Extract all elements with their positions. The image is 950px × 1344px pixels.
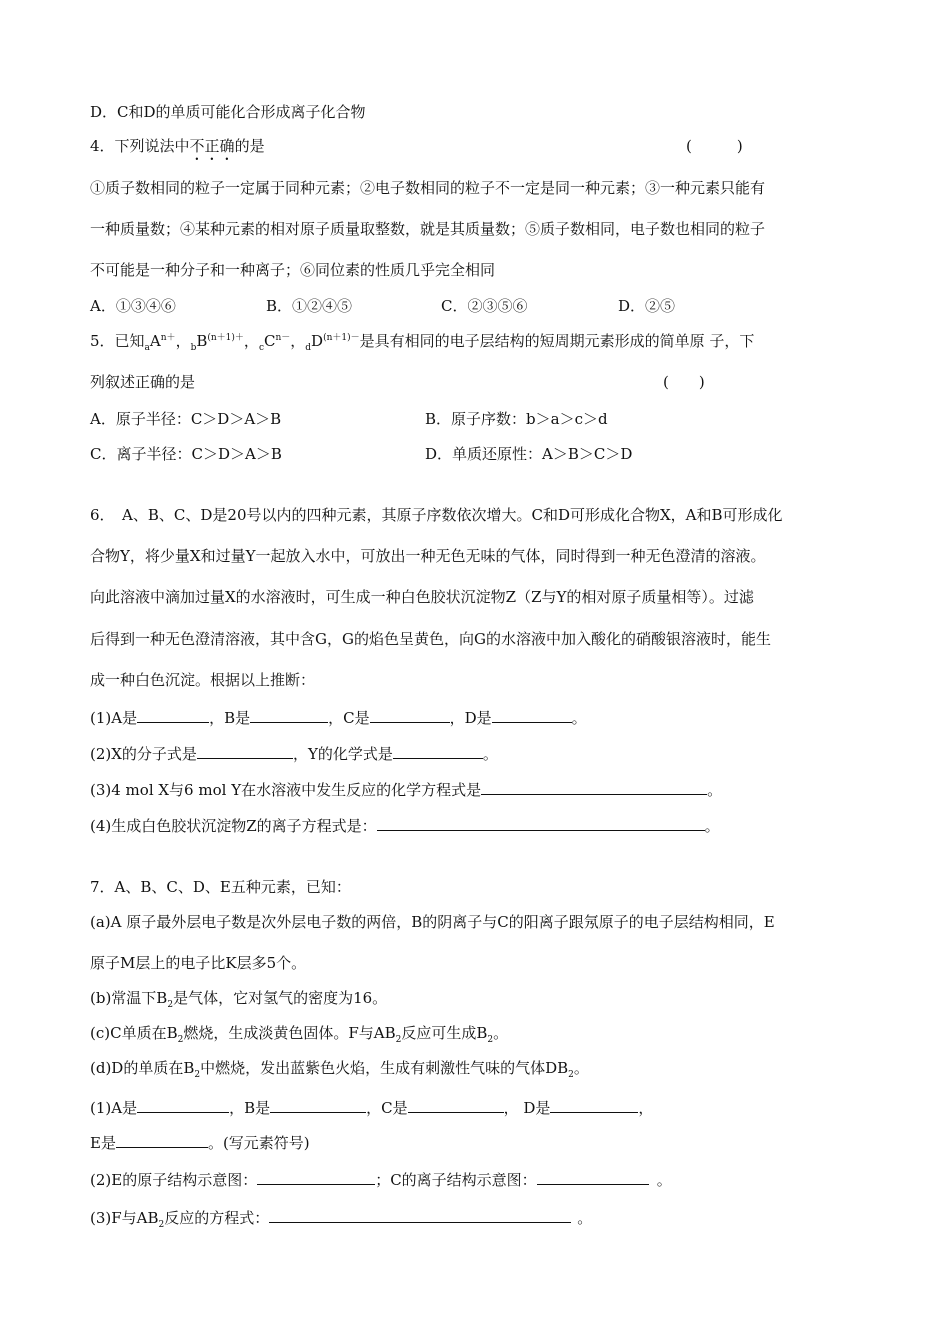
q7-d-sub: 2	[194, 1070, 201, 1080]
q6-p2-end: 。	[482, 745, 498, 763]
q6-p4-end: 。	[704, 817, 720, 835]
q6-p1-b-label: ，B是	[209, 709, 251, 727]
q7-p2-end: 。	[656, 1171, 672, 1189]
q6-line2: 合物Y，将少量X和过量Y一起放入水中，可放出一种无色无味的气体，同时得到一种无色澄清的溶液。	[90, 547, 766, 565]
q5-option-c: C．离子半径：C＞D＞A＞B	[90, 445, 282, 463]
q5-d-symbol: D	[311, 332, 324, 350]
q4-option-d: D．②⑤	[618, 297, 676, 315]
q7-p1-e-end: 。(写元素符号)	[207, 1134, 310, 1152]
q6-line4: 后得到一种无色澄清溶液，其中含G，G的焰色呈黄色，向G的水溶液中加入酸化的硝酸银溶液时，能生	[90, 630, 771, 648]
q5-a-charge: n＋	[160, 333, 176, 343]
q4-text-line3: 不可能是一种分子和一种离子；⑥同位素的性质几乎完全相同	[90, 261, 496, 279]
q6-line5: 成一种白色沉淀。根据以上推断：	[90, 671, 316, 689]
q5-d-charge: (n＋1)－	[323, 333, 360, 343]
q5-b-symbol: B	[196, 332, 208, 350]
q5-c-symbol: C	[263, 332, 276, 350]
q3-option-d	[90, 102, 366, 122]
q6-p1-a-label: (1)A是	[90, 709, 138, 727]
q5-option-b: B．原子序数：b＞a＞c＞d	[425, 410, 608, 428]
q6-part3	[90, 778, 722, 800]
q6-p4-label: (4)生成白色胶状沉淀物Z的离子方程式是：	[90, 817, 377, 835]
q6-p2-a-label: (2)X的分子式是	[90, 745, 197, 763]
q7-d-pre: (d)D的单质在B	[90, 1059, 195, 1077]
q5-stem-start: 5．已知	[90, 332, 145, 350]
q7-c-pre: (c)C单质在B	[90, 1024, 178, 1042]
q6-p2-a-blank[interactable]	[197, 742, 293, 759]
q4-option-b: B．①②④⑤	[266, 297, 353, 315]
q7-d-sub2: 2	[568, 1070, 574, 1080]
q7-d-mid: 中燃烧，发出蓝紫色火焰，生成有刺激性气味的气体DB	[200, 1059, 569, 1077]
q7-p1-a-label: (1)A是	[90, 1099, 138, 1117]
q7-p3-end: 。	[577, 1209, 593, 1227]
q7-c-end: 。	[493, 1024, 509, 1042]
q6-p3-label: (3)4 mol X与6 mol Y在水溶液中发生反应的化学方程式是	[90, 781, 482, 799]
q4-answer-paren: ( )	[686, 137, 743, 155]
q7-part1-e	[90, 1131, 310, 1153]
q5-a-sub: a	[144, 343, 150, 353]
q7-a-line2: 原子M层上的电子比K层多5个。	[90, 954, 307, 972]
q6-p2-b-blank[interactable]	[393, 742, 483, 759]
q7-p2-b-label: ；C的离子结构示意图：	[375, 1171, 537, 1189]
q7-c-mid: 燃烧，生成淡黄色固体。F与AB	[183, 1024, 396, 1042]
q7-c-mid2: 反应可生成B	[401, 1024, 488, 1042]
q5-b-charge: (n＋1)＋	[207, 333, 244, 343]
q7-c-line	[90, 1023, 508, 1043]
q7-p1-d-label: ， D是	[503, 1099, 551, 1117]
q7-d-end: 。	[573, 1059, 589, 1077]
q7-c-sub: 2	[177, 1035, 184, 1045]
q7-p1-d-blank[interactable]	[550, 1096, 638, 1113]
q5-stem-end: 是具有相同的电子层结构的短周期元素形成的简单原 子，下	[359, 332, 755, 350]
q6-p1-c-label: ，C是	[328, 709, 370, 727]
q5-c-charge: n－	[275, 333, 291, 343]
q4-stem-pre: 4．下列说法中	[90, 137, 190, 155]
q7-p2-b-blank[interactable]	[537, 1168, 649, 1185]
q6-p1-end: 。	[571, 709, 587, 727]
q6-p1-a-blank[interactable]	[137, 706, 209, 723]
q6-line3: 向此溶液中滴加过量X的水溶液时，可生成一种白色胶状沉淀物Z（Z与Y的相对原子质量相等）。过滤	[90, 588, 754, 606]
q4-text-line1: ①质子数相同的粒子一定属于同种元素；②电子数相同的粒子不一定是同一种元素；③一种元素只能有	[90, 179, 766, 197]
q7-p3-a-label: (3)F与AB	[90, 1209, 159, 1227]
q7-b-pre: (b)常温下B	[90, 989, 168, 1007]
q7-p1-e-label: E是	[90, 1134, 116, 1152]
q5-d-sub: d	[305, 343, 312, 353]
q7-p1-b-blank[interactable]	[270, 1096, 366, 1113]
q7-p3-b-label: 反应的方程式：	[164, 1209, 270, 1227]
q4-stem-emphasis: 不正确	[189, 137, 235, 155]
q5-option-a: A．原子半径：C＞D＞A＞B	[90, 410, 282, 428]
q7-p2-a-label: (2)E的原子结构示意图：	[90, 1171, 258, 1189]
q4-stem-post: 的是	[234, 137, 265, 155]
q7-p1-c-blank[interactable]	[408, 1096, 504, 1113]
q6-part1	[90, 706, 587, 728]
q6-p1-c-blank[interactable]	[370, 706, 450, 723]
q7-a-line1: (a)A 原子最外层电子数是次外层电子数的两倍，B的阴离子与C的阳离子跟氖原子的电子层结构相同，E	[90, 913, 775, 931]
q6-line1: 6． A、B、C、D是20号以内的四种元素，其原子序数依次增大。C和D可形成化合物X，A和B可形成化	[90, 506, 783, 524]
q7-p3-sub: 2	[158, 1220, 165, 1230]
q6-p4-blank[interactable]	[377, 814, 705, 831]
q6-p1-b-blank[interactable]	[250, 706, 328, 723]
q6-p3-blank[interactable]	[481, 778, 707, 795]
q5-option-d: D．单质还原性：A＞B＞C＞D	[425, 445, 633, 463]
q7-part3	[90, 1206, 592, 1228]
q7-p1-c-label: ，C是	[366, 1099, 408, 1117]
q7-c-sub3: 2	[487, 1035, 494, 1045]
q4-stem	[90, 136, 265, 164]
q6-p1-d-blank[interactable]	[492, 706, 572, 723]
q7-p1-b-label: ，B是	[229, 1099, 271, 1117]
q6-part4	[90, 814, 720, 836]
q7-p2-a-blank[interactable]	[257, 1168, 375, 1185]
q7-d-line	[90, 1058, 589, 1078]
q5-answer-paren: ( )	[663, 373, 705, 391]
q7-p1-a-blank[interactable]	[137, 1096, 229, 1113]
q7-part1	[90, 1096, 653, 1118]
q4-option-a: A．①③④⑥	[90, 297, 176, 315]
q5-b-sub: b	[190, 343, 197, 353]
q7-b-line	[90, 988, 387, 1008]
q4-text-line2: 一种质量数；④某种元素的相对原子质量取整数，就是其质量数；⑤质子数相同，电子数也相同的粒子	[90, 220, 766, 238]
q6-p1-d-label: ，D是	[449, 709, 492, 727]
q7-part2	[90, 1168, 672, 1190]
q7-p3-blank[interactable]	[269, 1206, 571, 1223]
q7-b-post: 是气体，它对氢气的密度为16。	[173, 989, 388, 1007]
q6-p2-b-label: ，Y的化学式是	[292, 745, 393, 763]
q6-part2	[90, 742, 498, 764]
q5-stem-line2: 列叙述正确的是	[90, 373, 196, 391]
q7-b-sub: 2	[167, 1000, 174, 1010]
q5-stem: 5．已知$_aA^{n+}$，$_bB^{(n+1)+}$，$_cC^{n-}$，$_dD^{(n+1)-}$是具有相同的电子层结构的短周期元素形成的简单原 子，下	[90, 332, 755, 353]
q7-c-sub2: 2	[395, 1035, 402, 1045]
q6-p3-end: 。	[707, 781, 723, 799]
q4-option-c: C．②③⑤⑥	[441, 297, 528, 315]
q7-title: 7．A、B、C、D、E五种元素，已知：	[90, 878, 351, 896]
q7-p1-e-blank[interactable]	[116, 1131, 208, 1148]
q5-a-symbol: A	[149, 332, 161, 350]
q5-c-sub: c	[258, 343, 264, 353]
q3-option-d-text: D．C和D的单质可能化合形成离子化合物	[90, 103, 366, 121]
q7-p1-end: ，	[638, 1099, 654, 1117]
